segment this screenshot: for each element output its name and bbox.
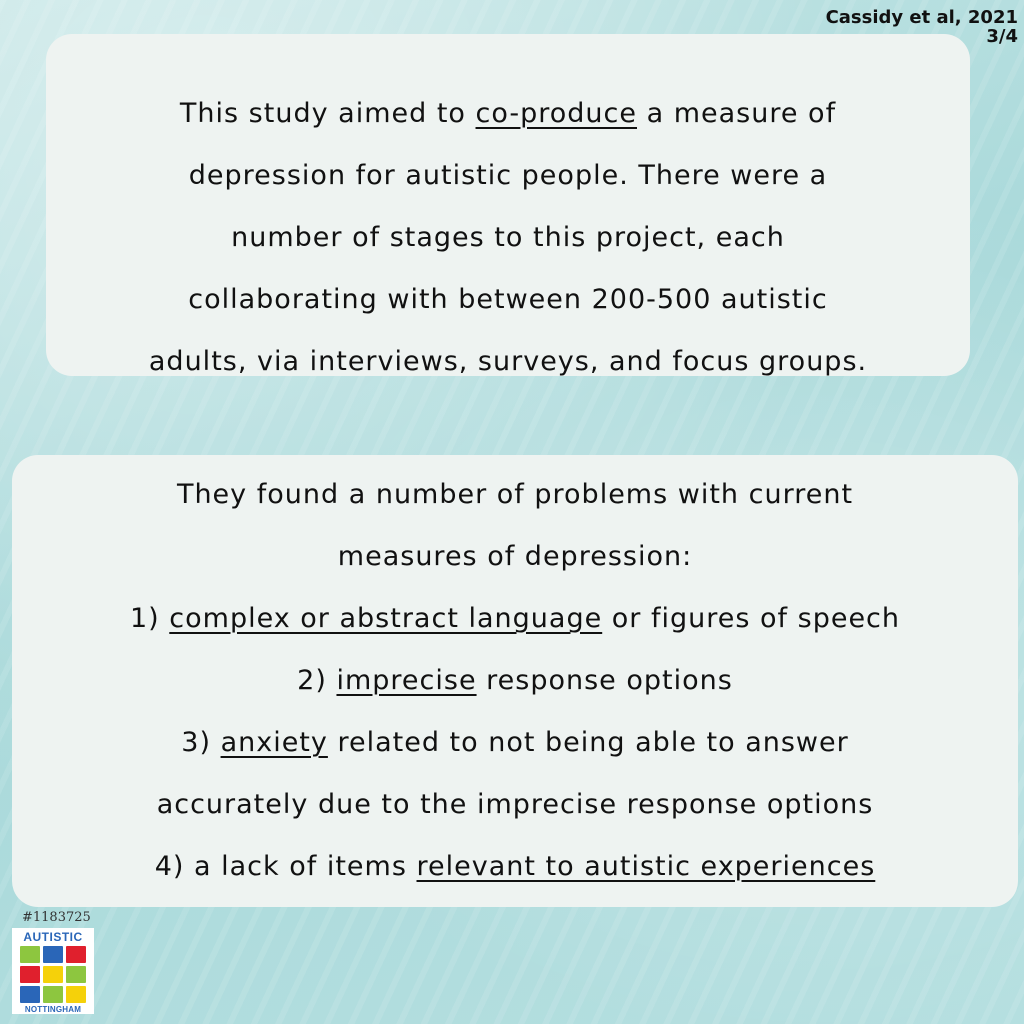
text-line: This study aimed to co-produce a measure of bbox=[179, 98, 837, 129]
logo-square bbox=[43, 986, 63, 1003]
underlined-term: anxiety bbox=[220, 727, 328, 758]
underlined-term: relevant to autistic experiences bbox=[416, 851, 876, 882]
study-summary-card bbox=[46, 34, 970, 376]
citation-page: 3/4 bbox=[986, 26, 1018, 47]
citation-author: Cassidy et al, 2021 bbox=[825, 7, 1018, 28]
underlined-term: complex or abstract language bbox=[169, 603, 603, 634]
logo-square bbox=[66, 966, 86, 983]
logo-square bbox=[43, 946, 63, 963]
logo-top-text: AUTISTIC bbox=[23, 930, 83, 944]
text-line: depression for autistic people. There were a bbox=[188, 160, 828, 191]
text-line: number of stages to this project, each bbox=[231, 222, 785, 253]
text-line: adults, via interviews, surveys, and focus groups. bbox=[148, 346, 868, 377]
text-line: measures of depression: bbox=[337, 541, 693, 572]
finding-item-3: 3) anxiety related to not being able to answer bbox=[181, 727, 849, 758]
finding-item-3-cont: accurately due to the imprecise response options bbox=[156, 789, 874, 820]
logo-square bbox=[66, 986, 86, 1003]
finding-item-1: 1) complex or abstract language or figures of speech bbox=[129, 603, 901, 634]
text-line: collaborating with between 200-500 autistic bbox=[188, 284, 828, 315]
finding-item-4: 4) a lack of items relevant to autistic experiences bbox=[154, 851, 876, 882]
finding-item-2: 2) imprecise response options bbox=[297, 665, 733, 696]
findings-card bbox=[12, 455, 1018, 907]
registration-number: #1183725 bbox=[22, 910, 91, 925]
logo-square bbox=[20, 966, 40, 983]
logo-square bbox=[66, 946, 86, 963]
logo-square bbox=[20, 986, 40, 1003]
underlined-term: imprecise bbox=[336, 665, 477, 696]
text-line: They found a number of problems with current bbox=[176, 479, 854, 510]
underlined-term: co-produce bbox=[475, 98, 637, 129]
logo-square bbox=[43, 966, 63, 983]
logo-grid-icon bbox=[12, 946, 94, 1003]
logo-square bbox=[20, 946, 40, 963]
logo-bottom-text: NOTTINGHAM bbox=[24, 1005, 82, 1014]
autistic-nottingham-logo bbox=[12, 928, 94, 1014]
